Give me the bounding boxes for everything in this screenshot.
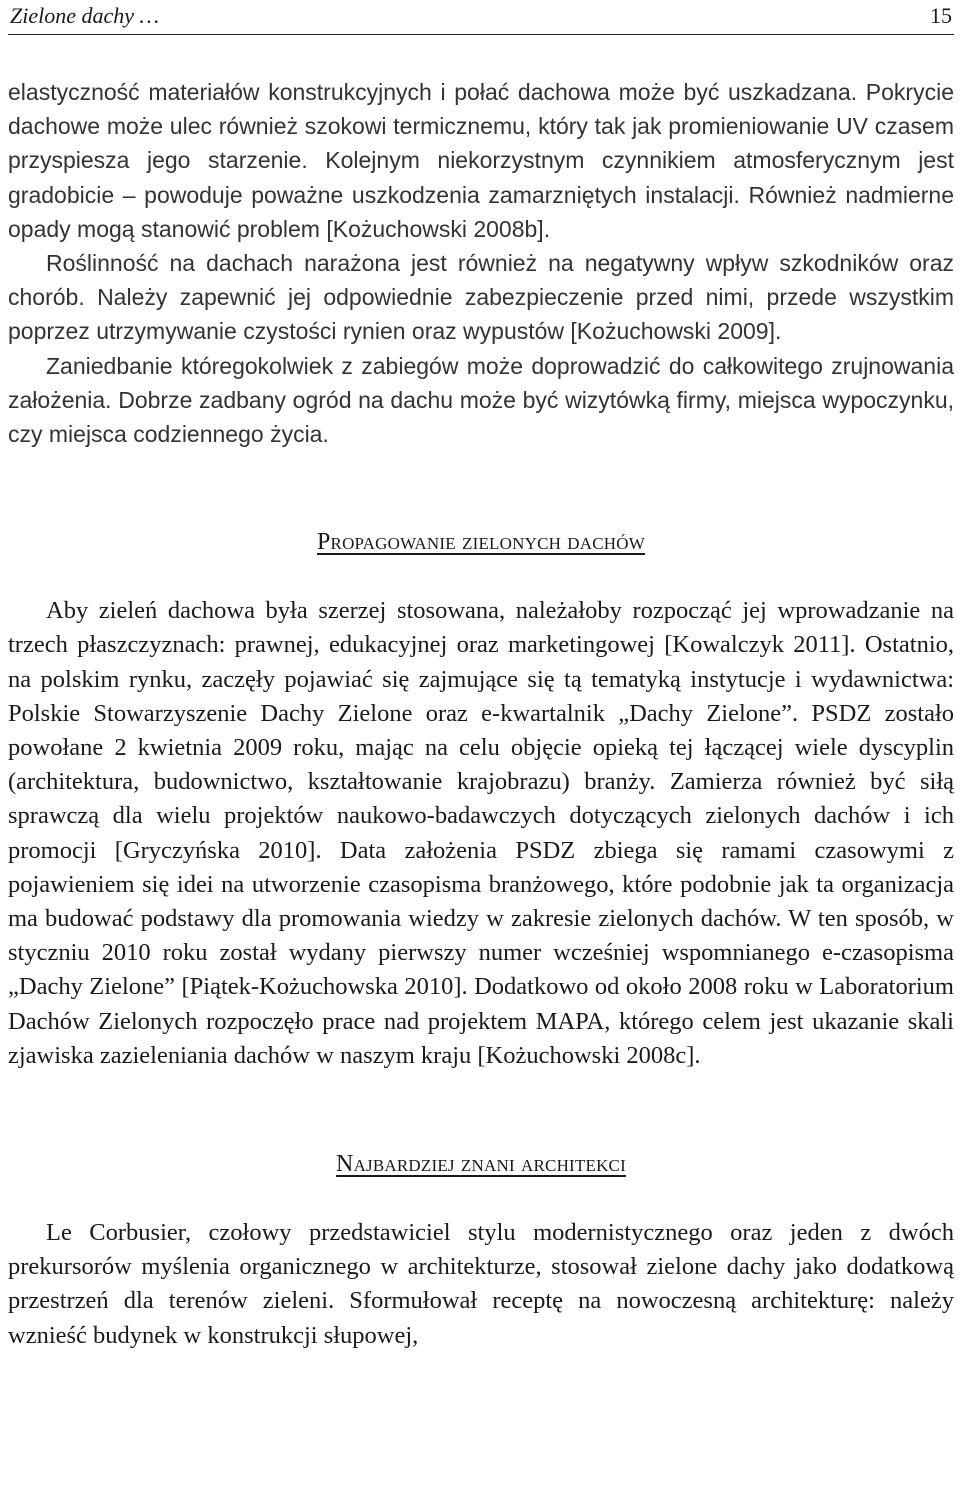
running-title: Zielone dachy … xyxy=(10,3,160,28)
page-number: 15 xyxy=(930,3,952,28)
paragraph-promotion: Aby zieleń dachowa była szerzej stosowana, należałoby rozpocząć jej wprowadzanie na trzech płaszczyznach: prawnej, edukacyjnej oraz marketingowej [Kowalczyk 2011]. Ostatnio, na polskim rynku, zaczęły pojawiać się zajmujące się tą tematyką instytucje i wydawnictwa: Polskie Stowarzyszenie Dachy Zielone oraz e-kwartalnik „Dachy Zielone”. PSDZ zostało powołane 2 kwietnia 2009 roku, mając na celu objęcie opieką tej łączącej wiele dyscyplin (architektura, budownictwo, kształtowanie krajobrazu) branży. Zamierza również być siłą sprawczą dla wielu projektów naukowo-badawczych dotyczących zielonych dachów i ich promocji [Gryczyńska 2010]. Data założenia PSDZ zbiega się ramami czasowymi z pojawieniem się idei na utworzenie czasopisma branżowego, które podobnie jak ta organizacja ma budować podstawy dla promowania wiedzy w zakresie zielonych dachów. W ten sposób, w styczniu 2010 roku został wydany pierwszy numer wcześniej wspomnianego e-czasopisma „Dachy Zielone” [Piątek-Kożuchowska 2010]. Dodatkowo od około 2008 roku w Laboratorium Dachów Zielonych rozpoczęło prace nad projektem MAPA, którego celem jest ukazanie skali zjawiska zazieleniania dachów w naszym kraju [Kożuchowski 2008c]. xyxy=(8,597,954,1069)
section-heading-architects: Najbardziej znani architekci xyxy=(336,1151,626,1178)
paragraph-neglect: Zaniedbanie któregokolwiek z zabiegów może doprowadzić do całkowitego zrujnowania założenia. Dobrze zadbany ogród na dachu może być wizytówką firmy, miejsca wypoczynku, czy miejsca codziennego życia. xyxy=(8,352,954,448)
document-page xyxy=(8,0,954,1353)
paragraph-pests: Roślinność na dachach narażona jest również na negatywny wpływ szkodników oraz chorób. Należy zapewnić jej odpowiednie zabezpieczenie przed nimi, przede wszystkim poprzez utrzymywanie czystości rynien oraz wypustów [Kożuchowski 2009]. xyxy=(8,250,954,345)
running-header xyxy=(8,0,954,35)
paragraph-weather-damage: elastyczność materiałów konstrukcyjnych i połać dachowa może być uszkadzana. Pokrycie dachowe może ulec również szokowi termicznemu, który tak jak promieniowanie UV czasem przyspiesza jego starzenie. Kolejnym niekorzystnym czynnikiem atmosferycznym jest gradobicie – powoduje poważne uszkodzenia zamarzniętych instalacji. Również nadmierne opady mogą stanowić problem [Kożuchowski 2008b]. xyxy=(8,79,954,242)
section-heading-promotion: Propagowanie zielonych dachów xyxy=(316,529,645,556)
paragraph-le-corbusier: Le Corbusier, czołowy przedstawiciel stylu modernistycznego oraz jeden z dwóch prekursorów myślenia organicznego w architekturze, stosował zielone dachy jako dodatkową przestrzeń dla terenów zieleni. Sformułował receptę na nowoczesną architekturę: należy wznieść budynek w konstrukcji słupowej, xyxy=(8,1219,954,1349)
